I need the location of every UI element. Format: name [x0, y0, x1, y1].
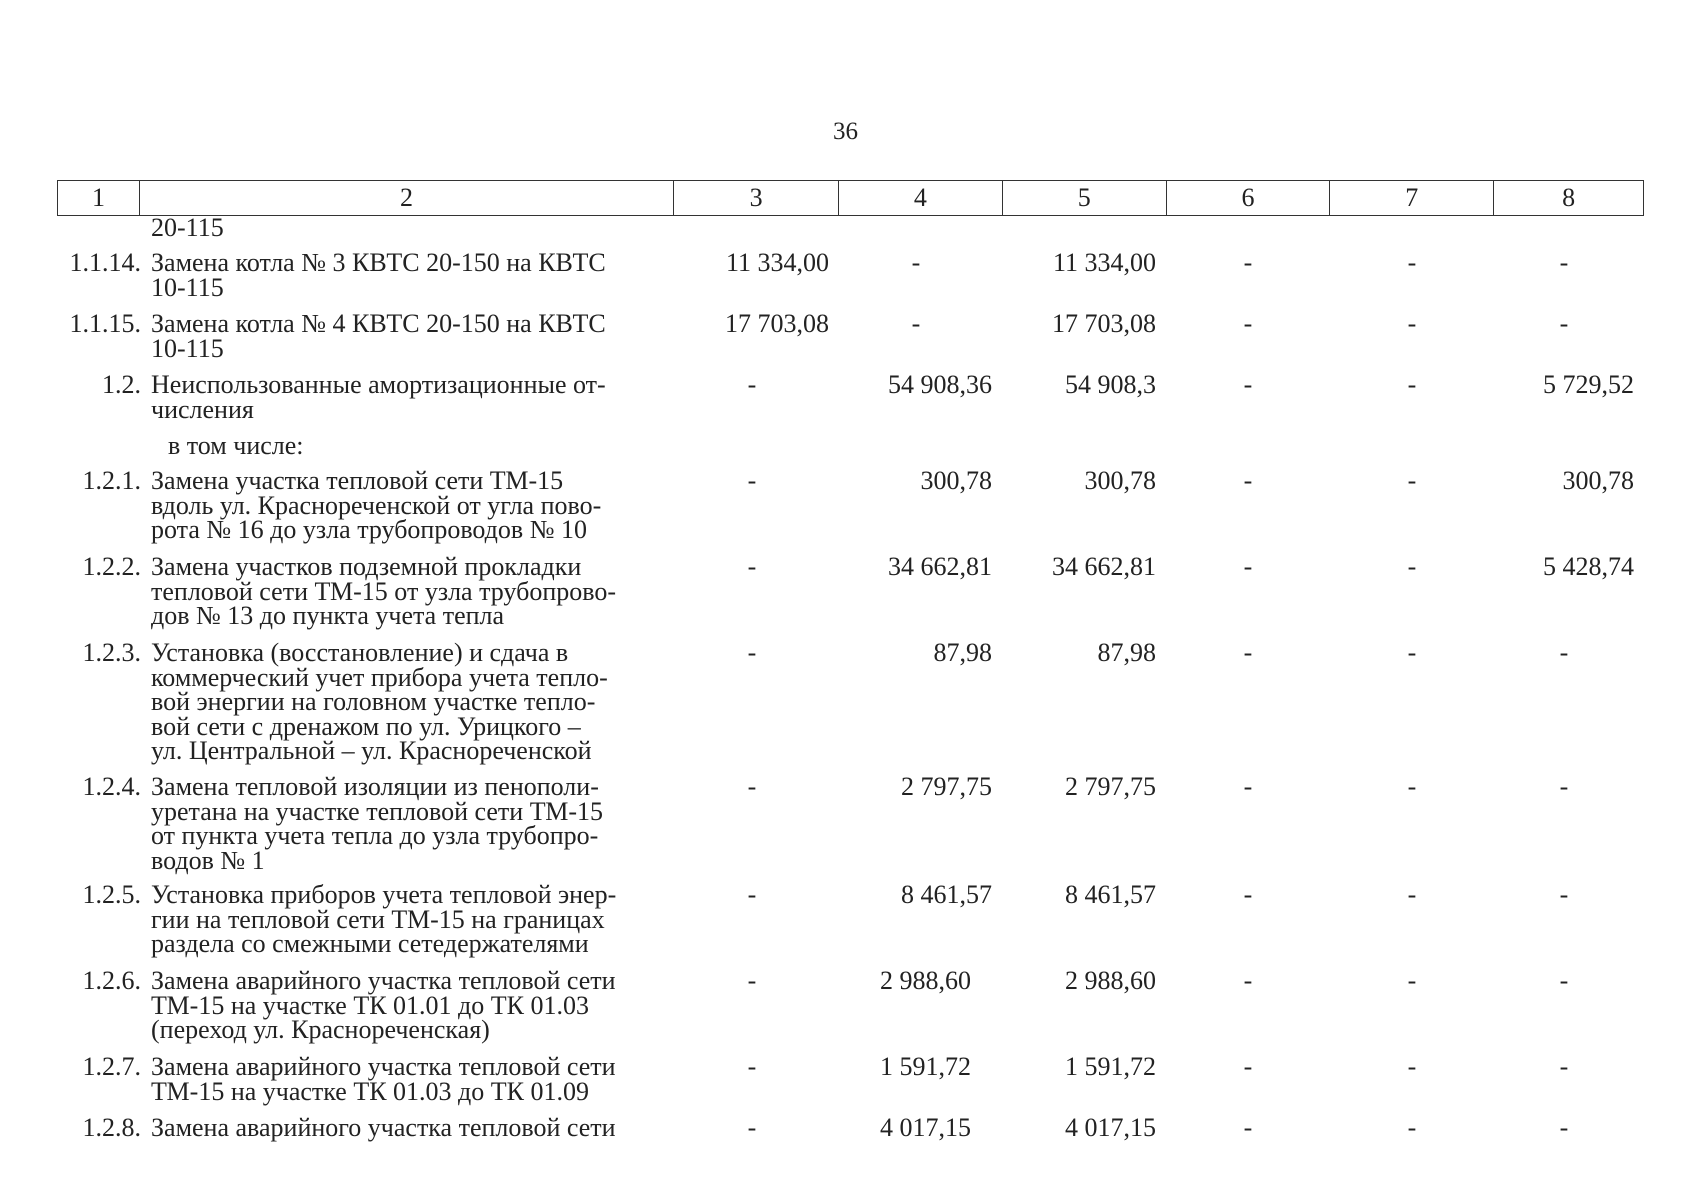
- row-description: Установка приборов учета тепловой энер- гии на тепловой сети ТМ-15 на границах раздела со смежными сетедержателями: [151, 880, 617, 958]
- header-col-3: 3: [674, 181, 839, 215]
- row-col-6: -: [1243, 1052, 1253, 1081]
- row-col-6: -: [1243, 248, 1253, 277]
- row-number: 1.2.7.: [82, 1052, 141, 1081]
- row-description: Установка (восстановление) и сдача в коммерческий учет прибора учета тепло- вой энергии на головном участке тепло- вой сети с дренажом по ул. Урицкого – ул. Центральной – ул. Краснореченской: [151, 638, 608, 765]
- row-col-8: -: [1559, 772, 1569, 801]
- row-col-6: -: [1243, 772, 1253, 801]
- row-description: Замена участков подземной прокладки тепловой сети ТМ-15 от узла трубопрово- дов № 13 до пункта учета тепла: [151, 552, 616, 630]
- row-description: 20-115: [151, 213, 224, 242]
- row-description: Замена аварийного участка тепловой сети: [151, 1113, 616, 1142]
- row-col-7: -: [1407, 638, 1417, 667]
- row-col-3: -: [747, 370, 757, 399]
- row-col-4: -: [911, 309, 921, 338]
- row-description: Замена участка тепловой сети ТМ-15 вдоль ул. Краснореченской от угла пово- рота № 16 до узла трубопроводов № 10: [151, 466, 602, 544]
- header-col-8: 8: [1562, 183, 1576, 212]
- row-col-7: -: [1407, 1052, 1417, 1081]
- row-number: 1.2.: [102, 370, 141, 399]
- row-number: 1.2.3.: [82, 638, 141, 667]
- row-col-6: -: [1243, 966, 1253, 995]
- row-number: 1.2.2.: [82, 552, 141, 581]
- header-col-6: 6: [1167, 181, 1331, 215]
- row-col-8: -: [1559, 966, 1569, 995]
- row-col-8: 300,78: [1562, 466, 1634, 495]
- row-col-4: 4 017,15: [880, 1113, 971, 1142]
- row-col-5: 54 908,3: [1065, 370, 1156, 399]
- row-col-6: -: [1243, 466, 1253, 495]
- row-col-3: -: [747, 1052, 757, 1081]
- row-description: Замена котла № 4 КВТС 20-150 на КВТС 10-115: [151, 309, 606, 363]
- row-number: 1.2.8.: [82, 1113, 141, 1142]
- row-col-7: -: [1407, 552, 1417, 581]
- row-col-4: -: [911, 248, 921, 277]
- row-col-7: -: [1407, 1113, 1417, 1142]
- row-col-5: 87,98: [1097, 638, 1156, 667]
- row-col-8: 5 729,52: [1543, 370, 1634, 399]
- row-col-7: -: [1407, 966, 1417, 995]
- row-col-8: -: [1559, 309, 1569, 338]
- row-col-8: 5 428,74: [1543, 552, 1634, 581]
- row-col-5: 11 334,00: [1052, 248, 1156, 277]
- row-col-8: -: [1559, 1113, 1569, 1142]
- row-col-8: -: [1559, 248, 1569, 277]
- row-col-7: -: [1407, 772, 1417, 801]
- row-col-3: -: [747, 880, 757, 909]
- header-col-2: 2: [140, 181, 674, 215]
- row-col-7: -: [1407, 466, 1417, 495]
- row-number: 1.1.14.: [69, 248, 141, 277]
- row-col-7: -: [1407, 309, 1417, 338]
- header-col-1: 1: [58, 181, 140, 215]
- row-col-3: -: [747, 1113, 757, 1142]
- row-col-5: 34 662,81: [1052, 552, 1156, 581]
- row-col-6: -: [1243, 1113, 1253, 1142]
- row-col-3: -: [747, 638, 757, 667]
- row-col-8: -: [1559, 880, 1569, 909]
- row-description: Замена аварийного участка тепловой сети ТМ-15 на участке ТК 01.03 до ТК 01.09: [151, 1052, 616, 1106]
- header-col-7: 7: [1330, 181, 1494, 215]
- row-col-4: 34 662,81: [888, 552, 992, 581]
- row-col-7: -: [1407, 370, 1417, 399]
- header-col-5: 5: [1003, 181, 1167, 215]
- row-col-6: -: [1243, 552, 1253, 581]
- row-col-5: 17 703,08: [1052, 309, 1156, 338]
- row-col-3: -: [747, 966, 757, 995]
- table-header: [57, 180, 1644, 216]
- row-col-4: 2 797,75: [901, 772, 992, 801]
- row-number: 1.2.1.: [82, 466, 141, 495]
- row-col-4: 87,98: [933, 638, 992, 667]
- row-description: Замена котла № 3 КВТС 20-150 на КВТС 10-115: [151, 248, 606, 302]
- row-col-7: -: [1407, 248, 1417, 277]
- row-number: 1.2.4.: [82, 772, 141, 801]
- row-col-5: 8 461,57: [1065, 880, 1156, 909]
- row-col-8: -: [1559, 1052, 1569, 1081]
- row-col-5: 2 797,75: [1065, 772, 1156, 801]
- row-col-5: 1 591,72: [1065, 1052, 1156, 1081]
- row-col-4: 8 461,57: [901, 880, 992, 909]
- row-col-4: 2 988,60: [880, 966, 971, 995]
- row-col-6: -: [1243, 370, 1253, 399]
- row-col-3: -: [747, 552, 757, 581]
- row-description: Замена аварийного участка тепловой сети ТМ-15 на участке ТК 01.01 до ТК 01.03 (переход ул. Краснореченская): [151, 966, 616, 1044]
- row-description: в том числе:: [168, 431, 304, 460]
- row-col-7: -: [1407, 880, 1417, 909]
- row-col-3: 17 703,08: [725, 309, 829, 338]
- row-col-5: 300,78: [1084, 466, 1156, 495]
- row-col-6: -: [1243, 880, 1253, 909]
- row-col-5: 2 988,60: [1065, 966, 1156, 995]
- row-number: 1.1.15.: [69, 309, 141, 338]
- row-col-4: 1 591,72: [880, 1052, 971, 1081]
- row-col-3: -: [747, 772, 757, 801]
- row-description: Неиспользованные амортизационные от- числения: [151, 370, 606, 424]
- row-number: 1.2.6.: [82, 966, 141, 995]
- row-col-4: 54 908,36: [888, 370, 992, 399]
- row-col-6: -: [1243, 638, 1253, 667]
- row-col-3: -: [747, 466, 757, 495]
- row-col-8: -: [1559, 638, 1569, 667]
- header-col-4: 4: [839, 181, 1003, 215]
- row-col-4: 300,78: [920, 466, 992, 495]
- row-col-3: 11 334,00: [725, 248, 829, 277]
- row-number: 1.2.5.: [82, 880, 141, 909]
- page-number: 36: [833, 118, 858, 145]
- row-col-5: 4 017,15: [1065, 1113, 1156, 1142]
- row-col-6: -: [1243, 309, 1253, 338]
- row-description: Замена тепловой изоляции из пенополи- уретана на участке тепловой сети ТМ-15 от пункта учета тепла до узла трубопро- водов № 1: [151, 772, 604, 875]
